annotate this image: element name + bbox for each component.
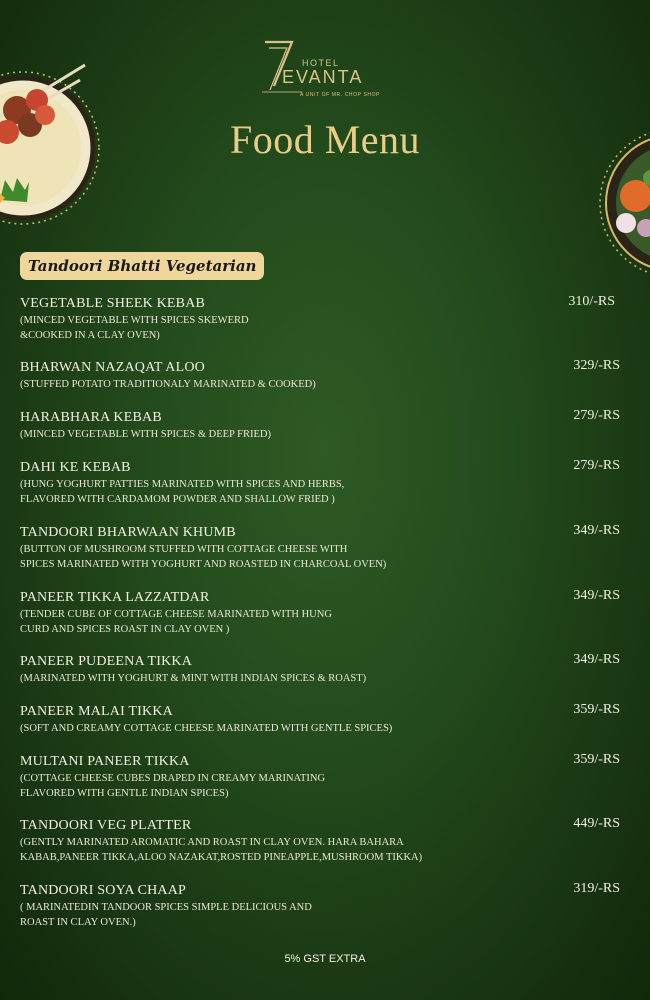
item-price: 319/-RS	[573, 881, 620, 896]
item-name: PANEER PUDEENA TIKKA	[20, 654, 193, 669]
item-price: 359/-RS	[573, 702, 620, 717]
item-name: HARABHARA KEBAB	[20, 410, 162, 425]
item-description: (TENDER CUBE OF COTTAGE CHEESE MARINATED WITH HUNG CURD AND SPICES ROAST IN CLAY OVEN )	[20, 609, 332, 635]
gst-note: 5% GST EXTRA	[284, 953, 366, 965]
item-name: TANDOORI VEG PLATTER	[20, 818, 192, 833]
logo-subtitle: A UNIT OF MR. CHOP SHOP	[300, 92, 381, 98]
item-price: 359/-RS	[573, 752, 620, 767]
item-name: VEGETABLE SHEEK KEBAB	[20, 296, 206, 311]
menu-item	[20, 296, 625, 343]
item-name: TANDOORI SOYA CHAAP	[20, 883, 187, 898]
menu-item	[20, 590, 625, 637]
item-price: 449/-RS	[573, 816, 620, 831]
menu-item	[20, 654, 625, 686]
item-name: PANEER MALAI TIKKA	[20, 704, 173, 719]
item-description: (STUFFED POTATO TRADITIONALY MARINATED & COOKED)	[20, 379, 316, 390]
item-price: 349/-RS	[573, 523, 620, 538]
item-description: (MINCED VEGETABLE WITH SPICES SKEWERD &COOKED IN A CLAY OVEN)	[20, 315, 249, 341]
menu-item	[20, 754, 625, 801]
menu-item	[20, 704, 625, 736]
menu-item	[20, 410, 625, 442]
menu-item	[20, 525, 625, 572]
item-name: MULTANI PANEER TIKKA	[20, 754, 190, 769]
item-description: ( MARINATEDIN TANDOOR SPICES SIMPLE DELICIOUS AND ROAST IN CLAY OVEN.)	[20, 902, 312, 928]
item-description: (GENTLY MARINATED AROMATIC AND ROAST IN CLAY OVEN. HARA BAHARA KABAB,PANEER TIKKA,ALOO NAZAKAT,ROSTED PINEAPPLE,MUSHROOM TIKKA)	[20, 837, 423, 863]
item-price: 349/-RS	[573, 652, 620, 667]
hotel-logo	[262, 40, 402, 100]
item-description: (MARINATED WITH YOGHURT & MINT WITH INDIAN SPICES & ROAST)	[20, 673, 367, 684]
item-price: 279/-RS	[573, 408, 620, 423]
item-description: (SOFT AND CREAMY COTTAGE CHEESE MARINATED WITH GENTLE SPICES)	[20, 723, 393, 734]
item-name: PANEER TIKKA LAZZATDAR	[20, 590, 210, 605]
menu-item	[20, 883, 625, 930]
category-badge: Tandoori Bhatti Vegetarian	[20, 252, 264, 280]
item-price: 279/-RS	[573, 458, 620, 473]
item-name: BHARWAN NAZAQAT ALOO	[20, 360, 205, 375]
menu-item	[20, 360, 625, 392]
menu-item	[20, 460, 625, 507]
item-name: TANDOORI BHARWAAN KHUMB	[20, 525, 236, 540]
item-price: 310/-RS	[568, 294, 615, 309]
logo-name-text: EVANTA	[282, 67, 364, 87]
item-description: (COTTAGE CHEESE CUBES DRAPED IN CREAMY MARINATING FLAVORED WITH GENTLE INDIAN SPICES)	[20, 773, 326, 799]
logo-hotel-text: HOTEL	[302, 58, 340, 68]
item-name: DAHI KE KEBAB	[20, 460, 131, 475]
item-price: 349/-RS	[573, 588, 620, 603]
item-description: (HUNG YOGHURT PATTIES MARINATED WITH SPICES AND HERBS, FLAVORED WITH CARDAMOM POWDER AND SHALLOW FRIED )	[20, 479, 345, 505]
item-price: 329/-RS	[573, 358, 620, 373]
item-description: (MINCED VEGETABLE WITH SPICES & DEEP FRIED)	[20, 429, 271, 440]
item-description: (BUTTON OF MUSHROOM STUFFED WITH COTTAGE CHEESE WITH SPICES MARINATED WITH YOGHURT AND ROASTED IN CHARCOAL OVEN)	[20, 544, 387, 570]
menu-title: Food Menu	[229, 117, 421, 162]
menu-item	[20, 818, 625, 865]
